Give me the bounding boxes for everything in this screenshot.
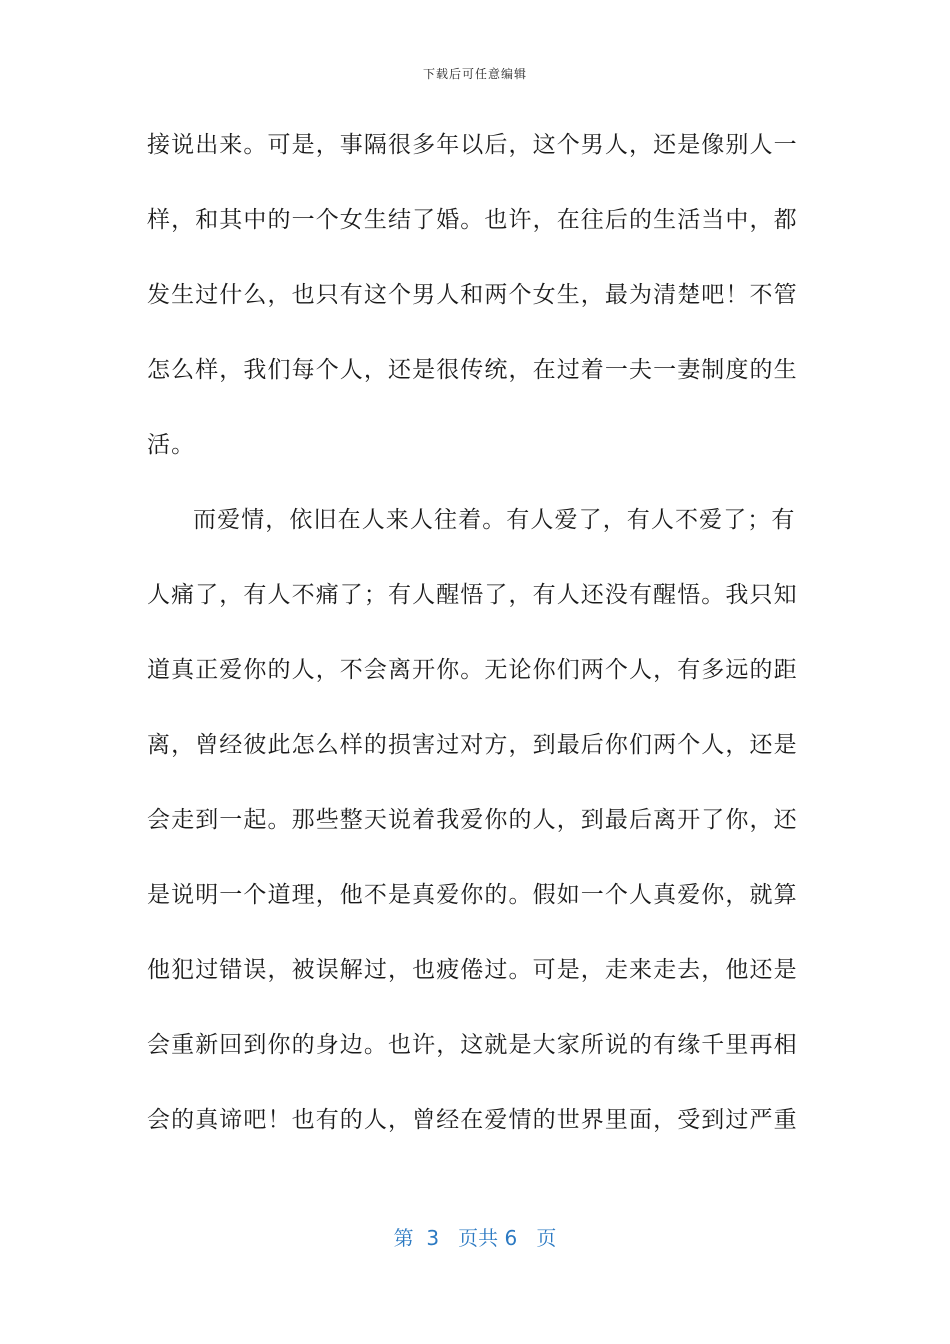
text-line: 接说出来。可是，事隔很多年以后，这个男人，还是像别人一 [147,132,798,158]
text-line: 发生过什么，也只有这个男人和两个女生，最为清楚吧！不管 [147,282,798,308]
text-line: 离，曾经彼此怎么样的损害过对方，到最后你们两个人，还是 [147,732,798,758]
text-line: 是说明一个道理，他不是真爱你的。假如一个人真爱你，就算 [147,882,798,908]
text-line: 他犯过错误，被误解过，也疲倦过。可是，走来走去，他还是 [147,957,798,983]
text-line: 会走到一起。那些整天说着我爱你的人，到最后离开了你，还 [147,807,798,833]
text-line: 样，和其中的一个女生结了婚。也许，在往后的生活当中，都 [147,207,798,233]
text-line: 会重新回到你的身边。也许，这就是大家所说的有缘千里再相 [147,1032,798,1058]
text-line: 人痛了，有人不痛了；有人醒悟了，有人还没有醒悟。我只知 [147,582,798,608]
page-header: 下载后可任意编辑 [422,67,527,81]
text-line: 怎么样，我们每个人，还是很传统，在过着一夫一妻制度的生 [147,357,798,383]
text-line: 活。 [147,432,196,458]
text-line: 道真正爱你的人，不会离开你。无论你们两个人，有多远的距 [147,657,798,683]
paragraph-first-line: 而爱情，依旧在人来人往着。有人爱了，有人不爱了；有 [193,507,796,533]
page-number: 第 3 页共 6 页 [393,1226,557,1250]
text-line: 会的真谛吧！也有的人，曾经在爱情的世界里面，受到过严重 [147,1107,798,1133]
document-body [147,108,797,1158]
